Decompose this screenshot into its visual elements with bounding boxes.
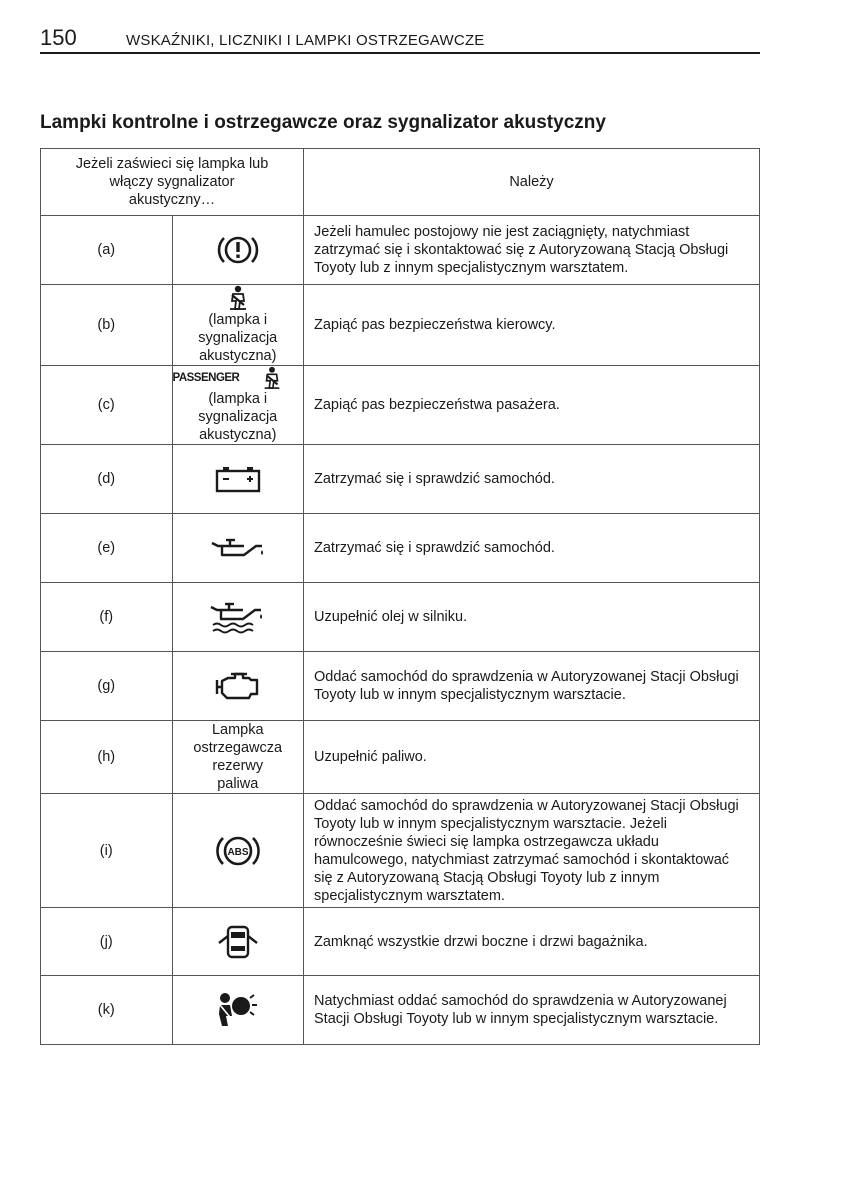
row-symbol: [172, 514, 304, 583]
row-letter: (g): [41, 652, 173, 721]
row-letter: (h): [41, 721, 173, 794]
seatbelt-icon: [226, 285, 250, 311]
table-row: [41, 583, 760, 652]
row-action: Natychmiast oddać samochód do sprawdzenia w Autoryzowanej Stacji Obsługi Toyoty lub w innym specjalistycznym warsztacie.: [304, 976, 760, 1045]
row-action: Zatrzymać się i sprawdzić samochód.: [304, 514, 760, 583]
brake-warning-icon: [215, 232, 261, 268]
table-row: [41, 445, 760, 514]
row-letter: (i): [41, 794, 173, 908]
abs-label: ABS: [227, 846, 249, 858]
row-action: Zamknąć wszystkie drzwi boczne i drzwi bagażnika.: [304, 908, 760, 976]
row-symbol: [172, 652, 304, 721]
header-condition-text: Jeżeli zaświeci się lampka lub włączy sygnalizator akustyczny…: [75, 156, 269, 208]
table-row: [41, 285, 760, 366]
row-symbol: [172, 216, 304, 285]
oil-pressure-icon: [210, 535, 266, 561]
abs-icon: [214, 832, 262, 870]
table-row: [41, 366, 760, 445]
row-action: Uzupełnić olej w silniku.: [304, 583, 760, 652]
passenger-seatbelt-icon: [173, 366, 304, 390]
row-action: Zapiąć pas bezpieczeństwa pasażera.: [304, 366, 760, 445]
door-open-icon: [216, 924, 260, 960]
table-header-row: [41, 149, 760, 216]
row-symbol: [172, 721, 304, 794]
row-symbol: [172, 366, 304, 445]
header-action: Należy: [304, 149, 760, 216]
page-header: [40, 26, 760, 54]
header-condition: [41, 149, 304, 216]
chapter-title: WSKAŹNIKI, LICZNIKI I LAMPKI OSTRZEGAWCZE: [126, 32, 485, 49]
row-letter: (k): [41, 976, 173, 1045]
table-row: [41, 794, 760, 908]
page-number: 150: [40, 25, 77, 50]
check-engine-icon: [213, 670, 263, 702]
table-row: [41, 976, 760, 1045]
table-row: [41, 652, 760, 721]
symbol-note: Lampka ostrzegawcza rezerwy paliwa: [193, 722, 283, 792]
table-row: [41, 216, 760, 285]
row-action: Uzupełnić paliwo.: [304, 721, 760, 794]
row-action: Zatrzymać się i sprawdzić samochód.: [304, 445, 760, 514]
row-action: Oddać samochód do sprawdzenia w Autoryzowanej Stacji Obsługi Toyoty lub w innym specjalistycznym warsztacie. Jeżeli równocześnie świeci się lampka ostrzegawcza układu hamulcowego, natychmiast zatrzymać samochód i skontaktować się z Autoryzowaną Stacją Obsługi Toyoty lub z innym specjalistycznym warsztatem.: [304, 794, 760, 908]
row-symbol: [172, 285, 304, 366]
oil-level-icon: [209, 600, 267, 634]
table-row: [41, 721, 760, 794]
row-symbol: [172, 583, 304, 652]
row-letter: (c): [41, 366, 173, 445]
seatbelt-icon: [261, 366, 283, 390]
section-title: Lampki kontrolne i ostrzegawcze oraz sygnalizator akustyczny: [40, 112, 606, 133]
row-symbol: [172, 908, 304, 976]
row-letter: (e): [41, 514, 173, 583]
row-action: Zapiąć pas bezpieczeństwa kierowcy.: [304, 285, 760, 366]
symbol-note: (lampka i sygnalizacja akustyczna): [198, 391, 278, 443]
row-letter: (f): [41, 583, 173, 652]
warning-lights-table: [40, 148, 760, 1045]
row-symbol: [172, 976, 304, 1045]
row-action: Oddać samochód do sprawdzenia w Autoryzowanej Stacji Obsługi Toyoty lub w innym specjalistycznym warsztacie.: [304, 652, 760, 721]
row-letter: (b): [41, 285, 173, 366]
row-action: Jeżeli hamulec postojowy nie jest zaciągnięty, natychmiast zatrzymać się i skontaktować się z Autoryzowaną Stacją Obsługi Toyoty lub z innym specjalistycznym warsztatem.: [304, 216, 760, 285]
row-letter: (d): [41, 445, 173, 514]
row-letter: (j): [41, 908, 173, 976]
battery-icon: [214, 464, 262, 494]
airbag-icon: [216, 990, 260, 1030]
row-symbol: [172, 445, 304, 514]
row-symbol: [172, 794, 304, 908]
table-row: [41, 514, 760, 583]
row-letter: (a): [41, 216, 173, 285]
passenger-label: PASSENGER: [172, 372, 240, 384]
table-row: [41, 908, 760, 976]
symbol-note: (lampka i sygnalizacja akustyczna): [198, 312, 278, 364]
